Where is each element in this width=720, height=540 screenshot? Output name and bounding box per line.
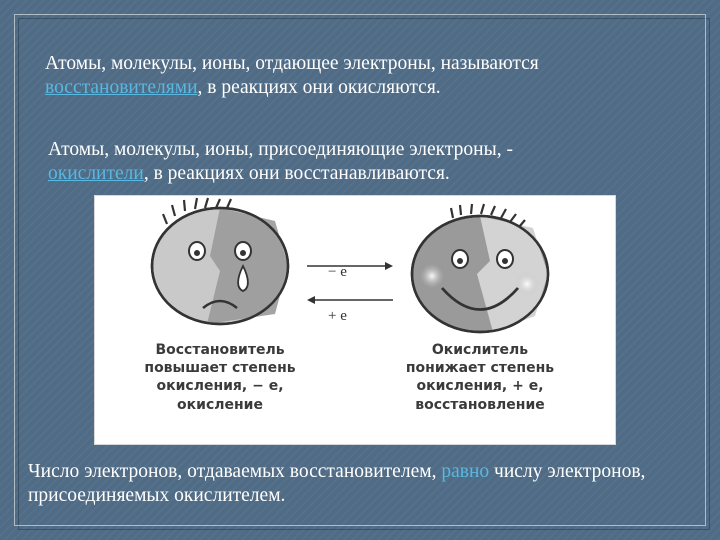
- reducer-caption-line: повышает степень: [144, 360, 296, 377]
- oxidizer-text-before: Атомы, молекулы, ионы, присоединяющие электроны, -: [48, 139, 513, 160]
- oxidizer-caption-line: Окислитель: [431, 342, 529, 358]
- reducer-caption-line: окисления, − е,: [156, 378, 284, 395]
- balance-text-before: Число электронов, отдаваемых восстановителем,: [28, 461, 442, 482]
- electron-balance-statement: [28, 460, 698, 509]
- oxidizer-term: окислители: [48, 163, 144, 185]
- reducer-definition: [45, 52, 685, 101]
- reducer-text-before: Атомы, молекулы, ионы, отдающее электроны, называются: [45, 53, 539, 74]
- electron-arrows: [307, 262, 393, 304]
- balance-term: равно: [441, 461, 490, 482]
- reducer-caption-line: Восстановитель: [155, 342, 285, 358]
- oxidizer-caption-line: окисления, + е,: [416, 378, 544, 395]
- oxidizer-text-after: , в реакциях они восстанавливаются.: [143, 163, 450, 185]
- oxidizer-definition: [48, 138, 688, 187]
- reducer-term: восстановителями: [45, 77, 198, 99]
- redox-illustration: [94, 195, 616, 445]
- sad-face-icon: [152, 198, 288, 324]
- minus-electron-label: − e: [328, 264, 347, 280]
- reducer-caption-line: окисление: [177, 396, 263, 413]
- plus-electron-label: + e: [328, 308, 347, 324]
- oxidizer-caption-line: восстановление: [415, 396, 545, 413]
- happy-face-icon: [412, 204, 548, 332]
- oxidizer-caption: [395, 341, 565, 414]
- balance-text-after: числу электронов, присоединяемых окислителем.: [28, 461, 646, 507]
- reducer-text-after: , в реакциях они окисляются.: [197, 77, 441, 99]
- reducer-caption: [135, 341, 305, 414]
- oxidizer-caption-line: понижает степень: [405, 360, 555, 377]
